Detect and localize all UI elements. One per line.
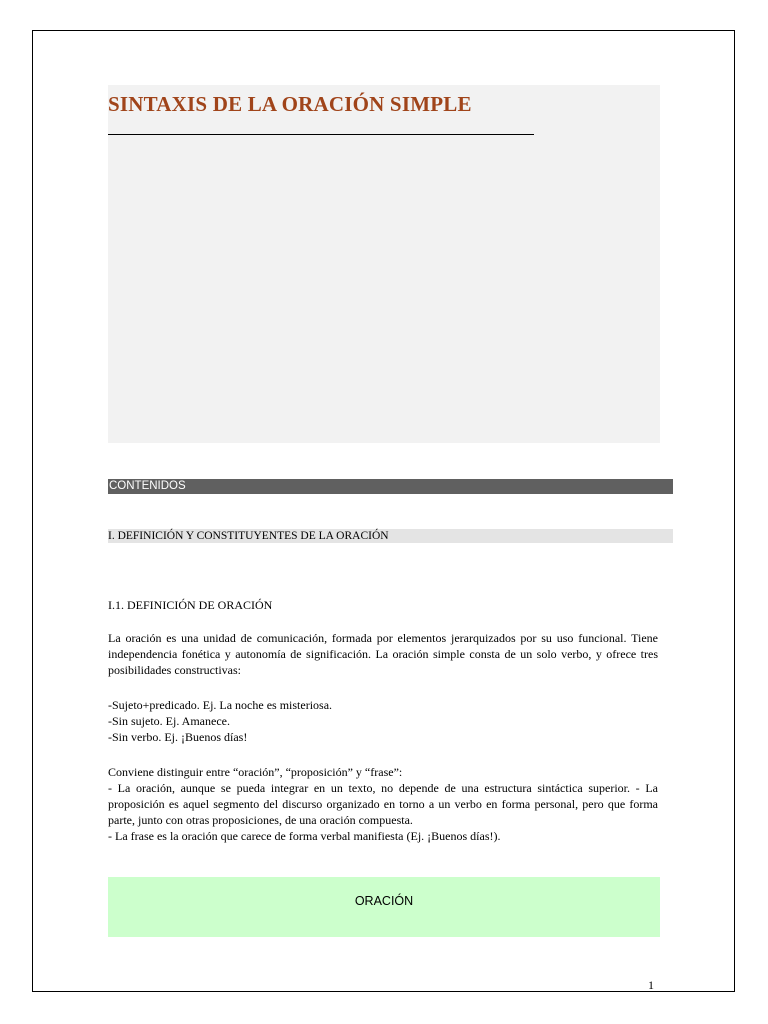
list-item: -Sin verbo. Ej. ¡Buenos días! [108,730,248,744]
list-item: -Sujeto+predicado. Ej. La noche es misteriosa. [108,698,333,712]
distinction-intro: Conviene distinguir entre “oración”, “proposición” y “frase”: [108,765,403,779]
oracion-label: ORACIÓN [354,894,414,908]
definition-paragraph: La oración es una unidad de comunicación, formada por elementos jerarquizados por su uso funcional. Tiene independencia fonética y autonomía de significación. La oración simple consta de un solo verbo, y ofrece tres posibilidades constructivas: [108,631,658,677]
section-heading: I. DEFINICIÓN Y CONSTITUYENTES DE LA ORACIÓN [108,530,389,542]
page-number: 1 [648,978,654,992]
distinction-body: - La oración, aunque se pueda integrar en un texto, no depende de una estructura sintáctica superior. - La proposición es aquel segmento del discurso organizado en torno a un verbo en forma personal, pero que forma parte, junto con otras proposiciones, de una oración compuesta. [108,781,658,827]
subsection-heading: I.1. DEFINICIÓN DE ORACIÓN [108,598,273,612]
examples-list [108,697,332,745]
document-title: SINTAXIS DE LA ORACIÓN SIMPLE [108,92,472,116]
distinction-last: - La frase es la oración que carece de forma verbal manifiesta (Ej. ¡Buenos días!). [108,829,501,843]
contents-bar [108,479,673,494]
list-item: -Sin sujeto. Ej. Amanece. [108,714,230,728]
contents-label: CONTENIDOS [109,480,186,492]
title-underline [108,134,534,135]
title-box [108,85,660,443]
distinction-paragraph [108,764,658,844]
